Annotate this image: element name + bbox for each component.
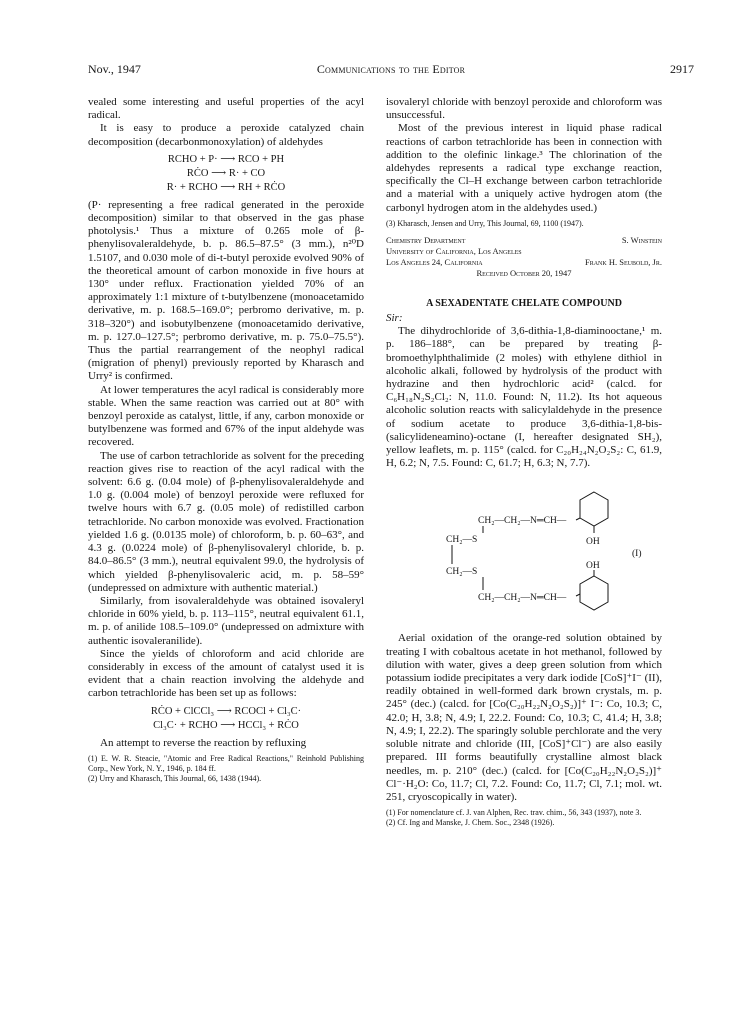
equation-line: Cl₃C· + RCHO ⟶ HCCl₃ + RĊO — [153, 719, 299, 731]
paragraph: Since the yields of chloroform and acid chloride are considerably in excess of the amount of catalyst used it is evident that a chain reaction involving the aldehyde and carbon tetrachloride has been set up as follows: — [88, 647, 364, 700]
benzene-ring-bottom — [580, 576, 608, 610]
equation-line: R· + RCHO ⟶ RH + RĊO — [166, 181, 286, 193]
paragraph: (P· representing a free radical generated in the peroxide decomposition) similar to that observed in the gas phase photolysis.¹ Thus a mixture of 0.265 mole of β-phenylisovaleraldehyde, b. p. 86.5–87.5° (3 mm.), n²⁰D 1.5107, and 0.030 mole of di-t-butyl peroxide evolved 90% of the theoretical amount of carbon monoxide in five hours at 130° under reflux. Fractionation yielded 70% of an approximately 1:1 mixture of t-butylbenzene (monoacetamido derivative, m. p. 168.5–169.0°; perbromo derivative, m. p. 318–320°) and isobutylbenzene (monoacetamido derivative, m. p. 127.0–127.5°; perbromo derivative, m. p. 75.0–75.5°). Thus the partial rearrangement of the neophyl radical (migration of phenyl) previously reported by Kharasch and Urry² is confirmed. — [88, 198, 364, 383]
affiliation-line: Chemistry Department — [386, 234, 466, 245]
paragraph: The use of carbon tetrachloride as solvent for the preceding reaction gives rise to reaction of the acyl radical with the solvent: 6.6 g. (0.04 mole) of β-phenylisovaleraldehyde and 1.0 g. (0.004 mole) of benzoyl peroxide were refluxed for twelve hours with 6.7 g. (0.05 mole) of redistilled carbon tetrachloride. No carbon monoxide was evolved. Fractionation yielded 1.6 g. (0.0135 mole) of chloroform, b. p. 60–63°, and 4.3 g. (0.0224 mole) of β-phenylisovaleryl chloride, b. p. 84.0–86.5° (3 mm.), neutral equivalent 99.0, the hydrolysis of which yielded β-phenylisovaleric acid, m. p. 58–59° (undepressed on admixture with authentic material.) — [88, 449, 364, 594]
structural-formula-I — [386, 486, 662, 622]
affiliation-line: University of California, Los Angeles — [386, 245, 522, 256]
hydroxyl-label-top: OH — [586, 537, 600, 548]
chemical-structure-diagram — [386, 486, 662, 622]
paragraph: Aerial oxidation of the orange-red solution obtained by treating I with cobaltous acetate in hot methanol, followed by dilution with water, gives a deep green solution from which potassium iodide precipitates a very dark iodide [CoS]⁺I⁻ (II), readily obtained in well-formed dark brown crystals, m. p. 245° (dec.) (calcd. for [Co(C₂₀H₂₂N₂O₂S₂)]⁺ I⁻: Co, 10.3; C, 42.0; H, 3.8; N, 4.9; I, 22.2. Found: Co, 10.3; C, 41.4; H, 3.8; N, 4.9; I, 22.2). The sparingly soluble perchlorate and the very soluble nitrate and chloride (III, [CoS]⁺Cl⁻) are also easily prepared. III forms beautifully crystalline almost black needles, m. p. 210° (dec.) (calcd. for [Co(C₂₀H₂₂N₂O₂S₂)]⁺ Cl⁻·H₂O: Co, 11.7; Cl, 7.2. Found: Co, 11.7; Cl, 7.1; mol. wt. 251, cryoscopically in water). — [386, 632, 662, 803]
author-signature-block — [386, 235, 662, 279]
equation-block-decarbonylation — [88, 153, 364, 195]
article-title: A SEXADENTATE CHELATE COMPOUND — [426, 297, 622, 309]
salutation: Sir: — [386, 312, 403, 325]
top-chain-label: CH₂—CH₂—N═CH— — [478, 516, 567, 527]
hydroxyl-label-bottom: OH — [586, 561, 600, 572]
compound-label: (I) — [632, 549, 642, 560]
header-date: Nov., 1947 — [88, 62, 141, 76]
left-bottom-ch2s-label: CH₂—S — [446, 567, 478, 578]
running-header — [88, 62, 694, 78]
paragraph: At lower temperatures the acyl radical is considerably more stable. When the same reaction was carried out at 80° with benzoyl peroxide as catalyst, little, if any, carbon monoxide or butylbenzene was formed and 67% of the input aldehyde was recovered. — [88, 383, 364, 449]
equation-line: RCHO + P· ⟶ RCO + PH — [167, 153, 285, 165]
header-page-number: 2917 — [670, 62, 694, 76]
received-date: Received October 20, 1947 — [476, 267, 572, 278]
benzene-ring-top — [580, 492, 608, 526]
equation-block-chain-reaction — [88, 705, 364, 733]
footnote: (1) For nomenclature cf. J. van Alphen, Rec. trav. chim., 56, 343 (1937), note 3. — [386, 808, 642, 818]
left-top-ch2s-label: CH₂—S — [446, 535, 478, 546]
bottom-chain-label: CH₂—CH₂—N═CH— — [478, 593, 567, 604]
equation-line: RĊO + ClCCl₃ ⟶ RCOCl + Cl₃C· — [150, 705, 302, 717]
paragraph: vealed some interesting and useful properties of the acyl radical. — [88, 96, 364, 122]
author-name: Frank H. Seubold, Jr. — [585, 256, 662, 267]
paragraph: isovaleryl chloride with benzoyl peroxide and chloroform was unsuccessful. — [386, 96, 662, 122]
equation-line: RĊO ⟶ R· + CO — [186, 167, 266, 179]
paragraph: The dihydrochloride of 3,6-dithia-1,8-diaminooctane,¹ m. p. 186–188°, can be prepared by treating β-bromoethylphthalimide (2 moles) with ethylene dithiol in alcoholic alkali, followed by hydrolysis of the product with hydrazine and then hydrochloric acid² (calcd. for C₆H₁₈N₂S₂Cl₂: N, 11.0. Found: N, 11.2). Its hot aqueous alcoholic solution reacts with salicylaldehyde in the presence of sodium acetate to produce 3,6-dithia-1,8-bis-(salicylideneamino)-octane (I, hereafter designated SH₂), yellow leaflets, m. p. 115° (calcd. for C₂₀H₂₄N₂O₂S₂: C, 61.9, H, 6.2; N, 7.5. Found: C, 61.7; H, 6.3; N, 7.7). — [386, 325, 662, 470]
footnote: (3) Kharasch, Jensen and Urry, This Journal, 69, 1100 (1947). — [386, 218, 584, 228]
right-column — [386, 96, 662, 828]
left-column — [88, 96, 364, 784]
affiliation-line: Los Angeles 24, California — [386, 256, 483, 267]
paragraph: Most of the previous interest in liquid phase radical reactions of carbon tetrachloride has been in connection with addition to the olefinic linkage.³ The chlorination of the aldehydes represents a radical type exchange reaction, specifically the Cl–H exchange between carbon tetrachloride and a material with a uniquely active hydrogen atom (the carbonyl hydrogen atom in the aldehydes used.) — [386, 122, 662, 214]
paragraph: It is easy to produce a peroxide catalyzed chain decomposition (decarbonmonoxylation) of aldehydes — [88, 122, 364, 148]
footnote: (2) Cf. Ing and Manske, J. Chem. Soc., 2348 (1926). — [386, 818, 555, 828]
author-name: S. Winstein — [621, 234, 662, 245]
paragraph: An attempt to reverse the reaction by refluxing — [100, 736, 307, 749]
header-section-title: Communications to the Editor — [316, 62, 466, 76]
footnote: (1) E. W. R. Steacie, "Atomic and Free Radical Reactions," Reinhold Publishing Corp., New York, N. Y., 1946, p. 184 ff. — [88, 753, 364, 773]
footnote: (2) Urry and Kharasch, This Journal, 66, 1438 (1944). — [88, 773, 262, 783]
paragraph: Similarly, from isovaleraldehyde was obtained isovaleryl chloride in 60% yield, b. p. 113–115°, neutral equivalent 61.1, m. p. of anilide 108.5–109.0° (undepressed on admixture with authentic isovaleranilide). — [88, 594, 364, 647]
